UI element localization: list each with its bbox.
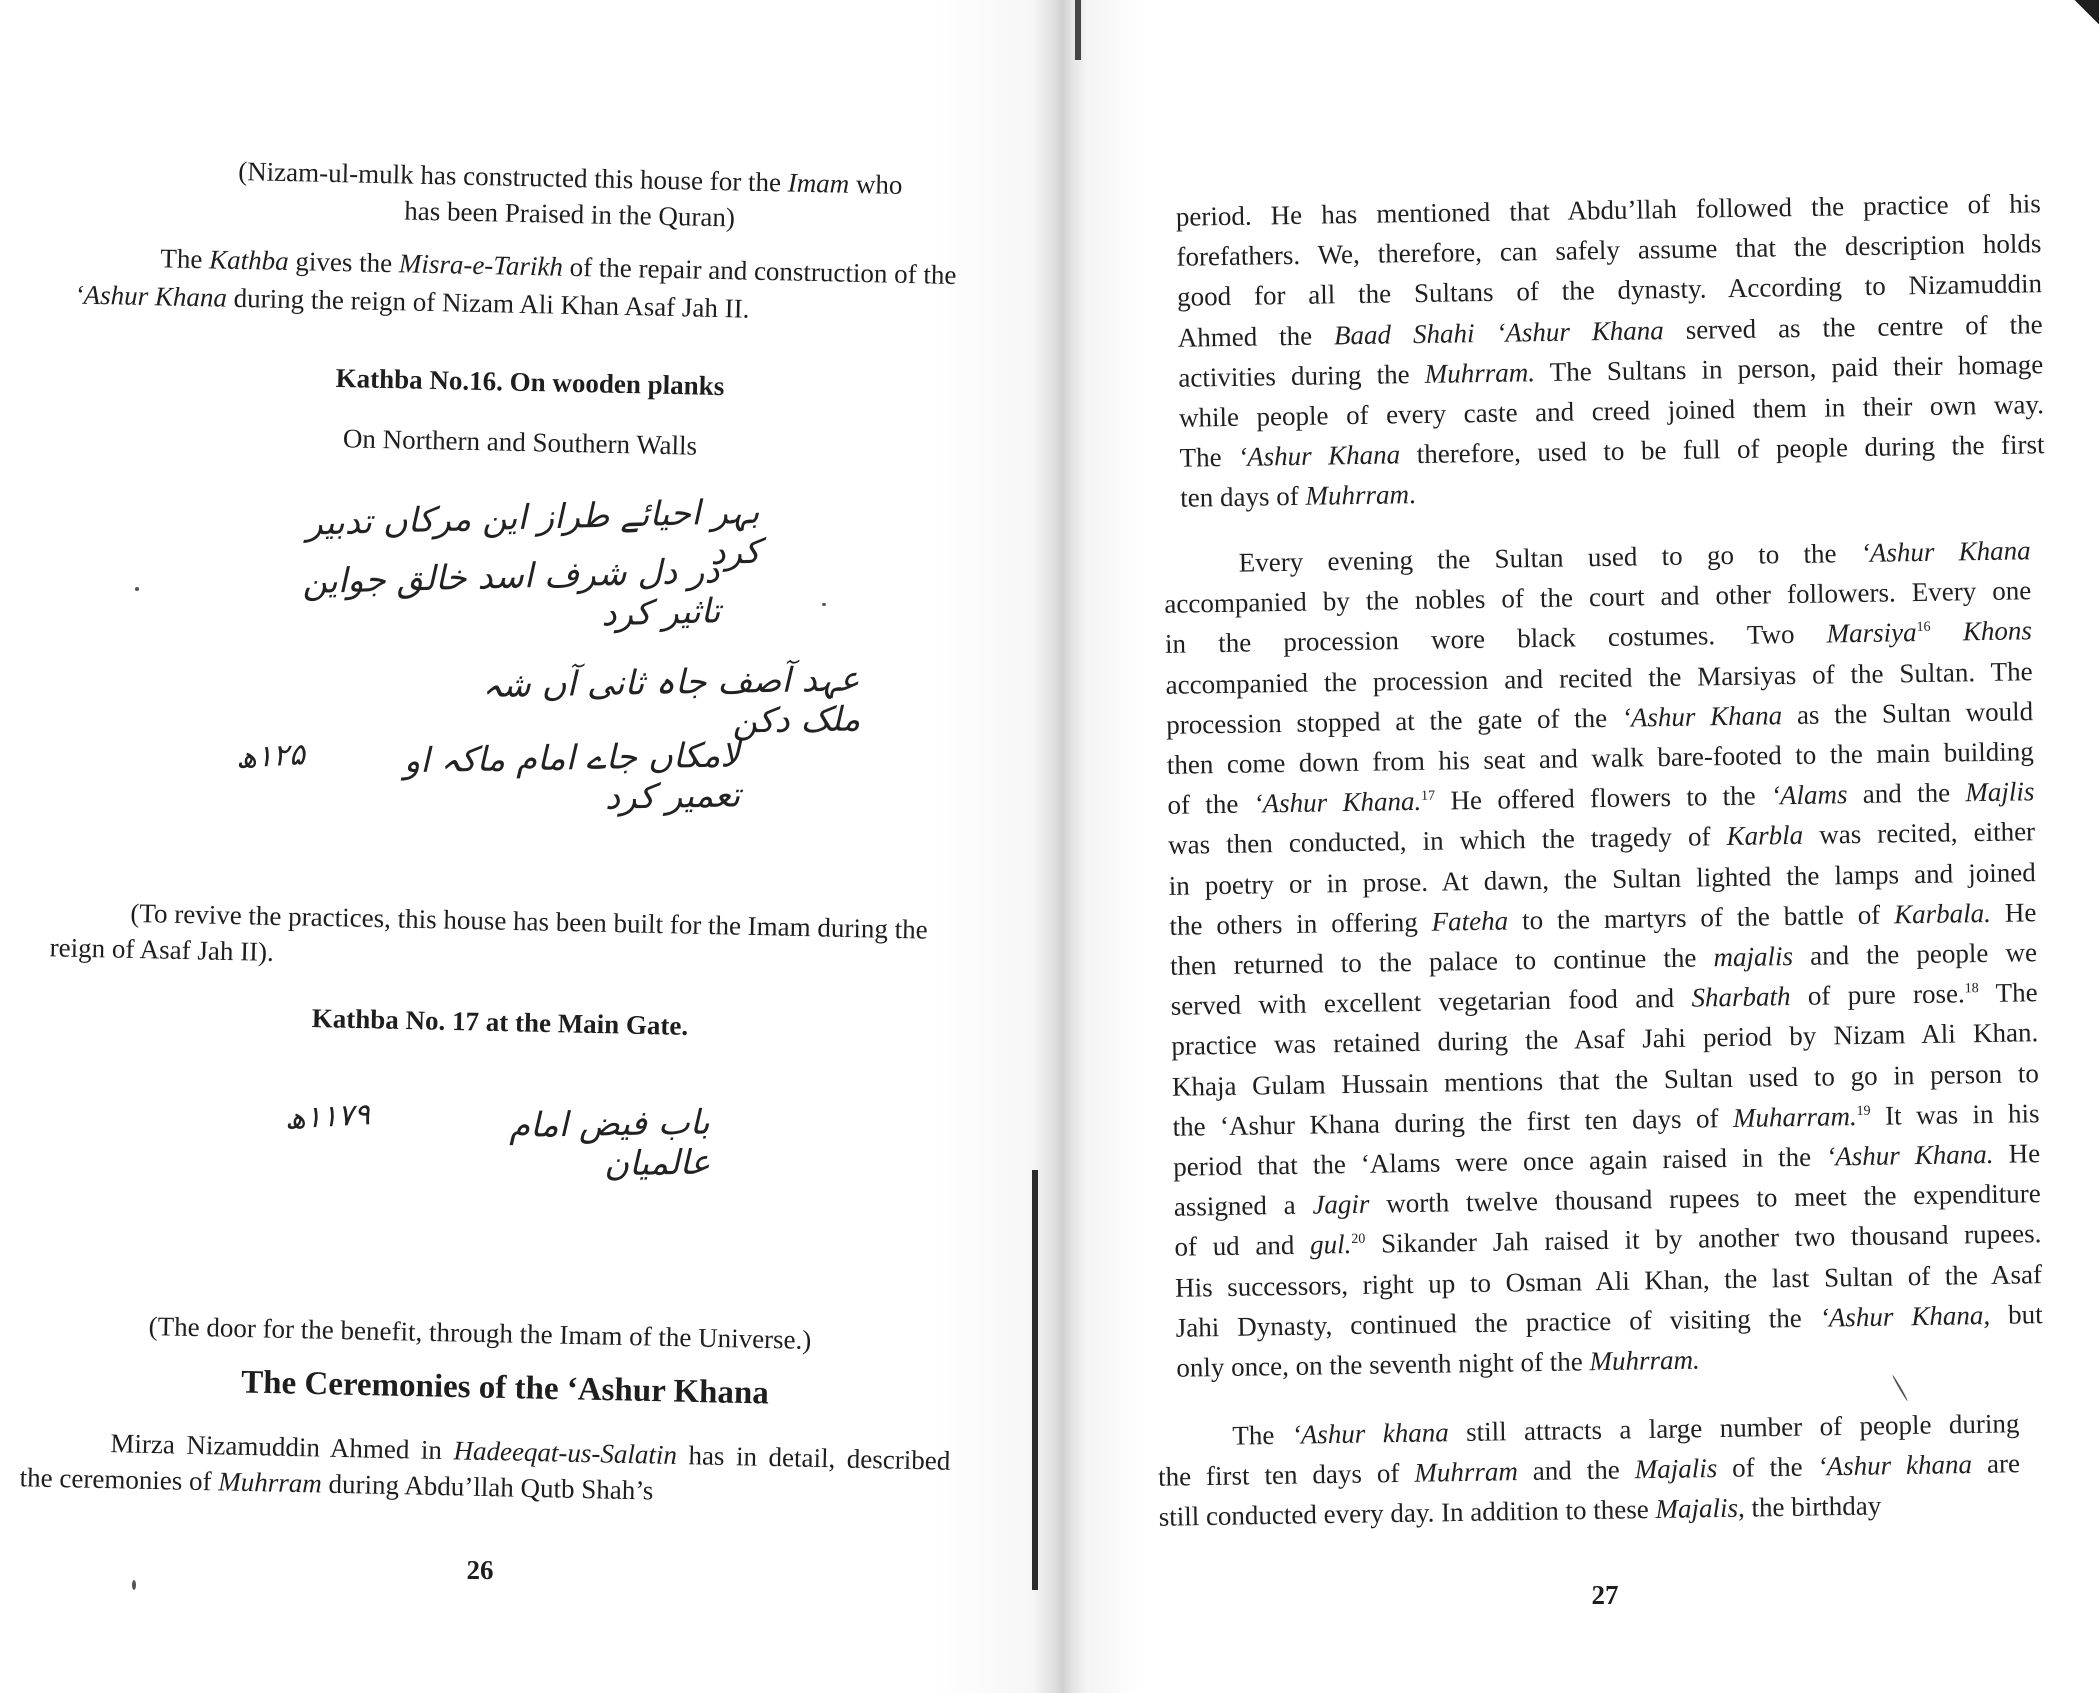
text-run: Majlis (1965, 776, 2035, 808)
text-run: He offered flowers to the (1434, 780, 1772, 816)
spine-top-shadow (1075, 0, 1081, 60)
text-run: ‘Ashur Khana. (1253, 786, 1422, 819)
text-run: of the (1167, 788, 1254, 821)
urdu-verse-line: عہد آصف جاہ ثانی آں شہ ملک دکن (481, 659, 861, 742)
text-run: the first ten days of (1157, 1457, 1415, 1492)
footnote-ref: 20 (1351, 1232, 1366, 1248)
text-run: The (1232, 1419, 1293, 1451)
text-run: accompanied by the nobles of the court and other followers. Every one (1164, 575, 2032, 620)
text-run: ‘Alams (1770, 779, 1848, 811)
paragraph-text: ‘Ashur Khana (74, 279, 228, 313)
footnote-ref: 16 (1916, 620, 1931, 636)
caption-text: has been Praised in the Quran) (404, 195, 736, 233)
text-run: Ahmed the (1177, 319, 1335, 353)
text-run: only once, on the seventh night of the (1176, 1346, 1590, 1383)
text-run: Baad Shahi ‘Ashur Khana (1333, 314, 1664, 350)
text-run: of pure rose. (1790, 978, 1965, 1012)
footnote-ref: 18 (1964, 981, 1979, 997)
text-run: Khons (1962, 615, 2033, 647)
paragraph-text: during Abdu’llah Qutb Shah’s (321, 1468, 654, 1506)
paragraph-text: gives the (288, 245, 400, 279)
text-run: Sharbath (1691, 981, 1791, 1013)
text-run: ‘Ashur Khana. (1825, 1138, 1994, 1172)
text-run: Muhrram (1414, 1456, 1519, 1488)
paragraph-text: Hadeeqat-us-Salatin (453, 1435, 678, 1471)
text-run: as the Sultan would (1781, 696, 2034, 730)
text-run: period that the ‘Alams were once again raised in the (1172, 1141, 1827, 1182)
paragraph-every-evening (1163, 530, 2043, 1388)
section-heading: The Ceremonies of the ‘Ashur Khana (240, 1364, 770, 1412)
text-run: of ud and (1174, 1230, 1311, 1263)
text-run: ‘Ashur Khana (1237, 439, 1401, 473)
text-run: gul. (1309, 1229, 1352, 1261)
text-run: The (1179, 442, 1239, 473)
urdu-verse-line: لامکاں جاے امام ماکہ او تعمیر کرد (403, 735, 741, 818)
text-run: Jagir (1312, 1188, 1370, 1220)
urdu-verse-line: در دل شرف اسد خالق جواین تاثیر کرد (301, 551, 721, 635)
text-run: period. He has mentioned that Abdu’llah followed the practice of his (1175, 188, 2041, 232)
caption-text: (Nizam-ul-mulk has constructed this house for the (237, 156, 789, 198)
text-run: worth twelve thousand rupees to meet the expenditure (1369, 1178, 2041, 1219)
text-run: Muhrram (1305, 479, 1410, 512)
text-run: but (1989, 1299, 2043, 1330)
paragraph-text: Misra-e-Tarikh (398, 248, 564, 282)
text-run: Muharram. (1732, 1100, 1857, 1133)
text-run: Karbla (1726, 820, 1804, 852)
text-run: accompanied the procession and recited the Marsiyas of the Sultan. The (1165, 655, 2033, 700)
scan-speck (135, 587, 139, 591)
text-run: ‘Ashur khana (1291, 1417, 1449, 1450)
text-run: good for all the Sultans of the dynasty. According to Nizamuddin (1176, 268, 2043, 313)
paragraph-text: The (160, 243, 210, 275)
text-run: ‘Ashur Khana, (1819, 1299, 1991, 1333)
text-run: and the people we (1792, 937, 2038, 972)
text-run: Majalis (1634, 1453, 1718, 1485)
text-run: forefathers. We, therefore, can safely assume that the description holds (1176, 228, 2042, 273)
text-run: of the (1716, 1451, 1818, 1484)
text-run: was recited, either (1802, 816, 2036, 851)
text-run: ‘Ashur khana (1817, 1449, 1973, 1482)
text-run: Every evening the Sultan used to go to the (1238, 537, 1862, 578)
hijri-date: ۱۱۷۹ھ (283, 1097, 371, 1137)
scan-speck (132, 1580, 136, 1590)
text-run: while people of every caste and creed joined them in their own way. (1178, 389, 2045, 433)
text-run: ten days of (1180, 481, 1306, 514)
text-run: He (1993, 1138, 2041, 1169)
text-run: He (1990, 897, 2037, 928)
text-run: served with excellent vegetarian food and (1170, 982, 1692, 1022)
caption-text: who (848, 168, 903, 200)
text-run: Sikander Jah raised it by another two thousand rupees. (1365, 1218, 2042, 1260)
text-run: served as the centre of the (1663, 308, 2043, 345)
text-run: Marsiya (1826, 617, 1917, 649)
text-run: therefore, used to be full of people during the first (1399, 429, 2045, 470)
text-run: ‘Ashur Khana (1621, 699, 1783, 733)
scan-corner-shadow (2059, 0, 2099, 40)
text-run: activities during the (1178, 358, 1426, 393)
text-run: The (1978, 977, 2038, 1009)
scan-speck (822, 603, 826, 606)
kathba-16-heading: Kathba No.16. On wooden planks (335, 362, 725, 402)
text-run: Muhrram. (1424, 357, 1536, 389)
text-run: then come down from his seat and walk bare-footed to the main building (1166, 736, 2035, 780)
text-run: ‘Ashur Khana (1860, 535, 2031, 568)
page-number-left: 26 (466, 1555, 494, 1585)
caption-door-benefit: (The door for the benefit, through the Imam of the Universe.) (148, 1311, 812, 1355)
text-run: His successors, right up to Osman Ali Khan, the last Sultan of the Asaf (1174, 1258, 2043, 1303)
spine-shadow (1032, 1170, 1038, 1590)
paragraph-text: has in detail, described the ceremonies of (19, 1440, 951, 1497)
text-run: Fateha (1431, 905, 1509, 937)
text-run: in the procession wore black costumes. Two (1164, 618, 1827, 660)
text-run: Karbala. (1893, 897, 1992, 930)
paragraph-text: during the reign of Nizam Ali Khan Asaf Jah II. (226, 282, 750, 324)
paragraph-text: Mirza Nizamuddin Ahmed in (110, 1428, 454, 1466)
urdu-verse-line: باب فیض امام عالمیان (508, 1102, 711, 1185)
caption-revive-practices: (To revive the practices, this house has been built for the Imam during the reign of Asaf Jah II). (49, 897, 928, 967)
footnote-ref: 17 (1421, 788, 1436, 805)
urdu-verse-line: بہر احیائے طراز این مرکاں تدبیر کرد (305, 491, 761, 574)
text-run: Khaja Gulam Hussain mentions that the Sultan used to go in person to (1171, 1057, 2040, 1102)
text-run: still attracts a large number of people during (1448, 1408, 2020, 1448)
paragraph-text: of the repair and construction of the (562, 251, 957, 290)
kathba-17-heading: Kathba No. 17 at the Main Gate. (311, 1003, 689, 1041)
paragraph-period (1176, 183, 2046, 518)
text-run: assigned a (1173, 1189, 1313, 1223)
walls-subheading: On Northern and Southern Walls (342, 423, 698, 461)
text-run: It was in his (1870, 1098, 2040, 1131)
text-run: majalis (1713, 941, 1794, 973)
text-run: Jahi Dynasty, continued the practice of visiting the (1175, 1302, 1821, 1343)
paragraph-still-attracts (1157, 1403, 2021, 1537)
paragraph-text: Muhrram (218, 1466, 323, 1499)
text-run: practice was retained during the Asaf Jahi period by Nizam Ali Khan. (1171, 1017, 2039, 1062)
text-run: are (1971, 1448, 2021, 1480)
text-run: the ‘Ashur Khana during the first ten days of (1172, 1102, 1734, 1142)
book-gutter (1035, 0, 1090, 1693)
text-run: the others in offering (1169, 906, 1432, 941)
text-run: was then conducted, in which the tragedy of (1167, 821, 1727, 861)
text-run: and the (1517, 1454, 1635, 1487)
text-run: The Sultans in person, paid their homage (1534, 349, 2044, 387)
text-run: Muhrram. (1589, 1344, 1700, 1377)
text-run: then returned to the palace to continue the (1169, 942, 1714, 981)
caption-italic: Imam (787, 167, 850, 199)
text-run: Majalis (1655, 1493, 1739, 1525)
text-run (1930, 617, 1963, 648)
text-run: still conducted every day. In addition to these (1158, 1494, 1656, 1533)
page-number-right: 27 (1591, 1580, 1619, 1610)
text-run: and the (1847, 777, 1966, 810)
footnote-ref: 19 (1856, 1103, 1871, 1119)
text-run: , the birthday (1737, 1490, 1882, 1524)
text-run: . (1408, 479, 1416, 510)
text-run: to the martyrs of the battle of (1507, 899, 1895, 936)
hijri-date: ۱۲۵ھ (234, 737, 306, 776)
text-run: in poetry or in prose. At dawn, the Sultan lighted the lamps and joined (1168, 856, 2036, 901)
text-run: procession stopped at the gate of the (1166, 702, 1623, 740)
paragraph-text: Kathba (208, 244, 290, 276)
